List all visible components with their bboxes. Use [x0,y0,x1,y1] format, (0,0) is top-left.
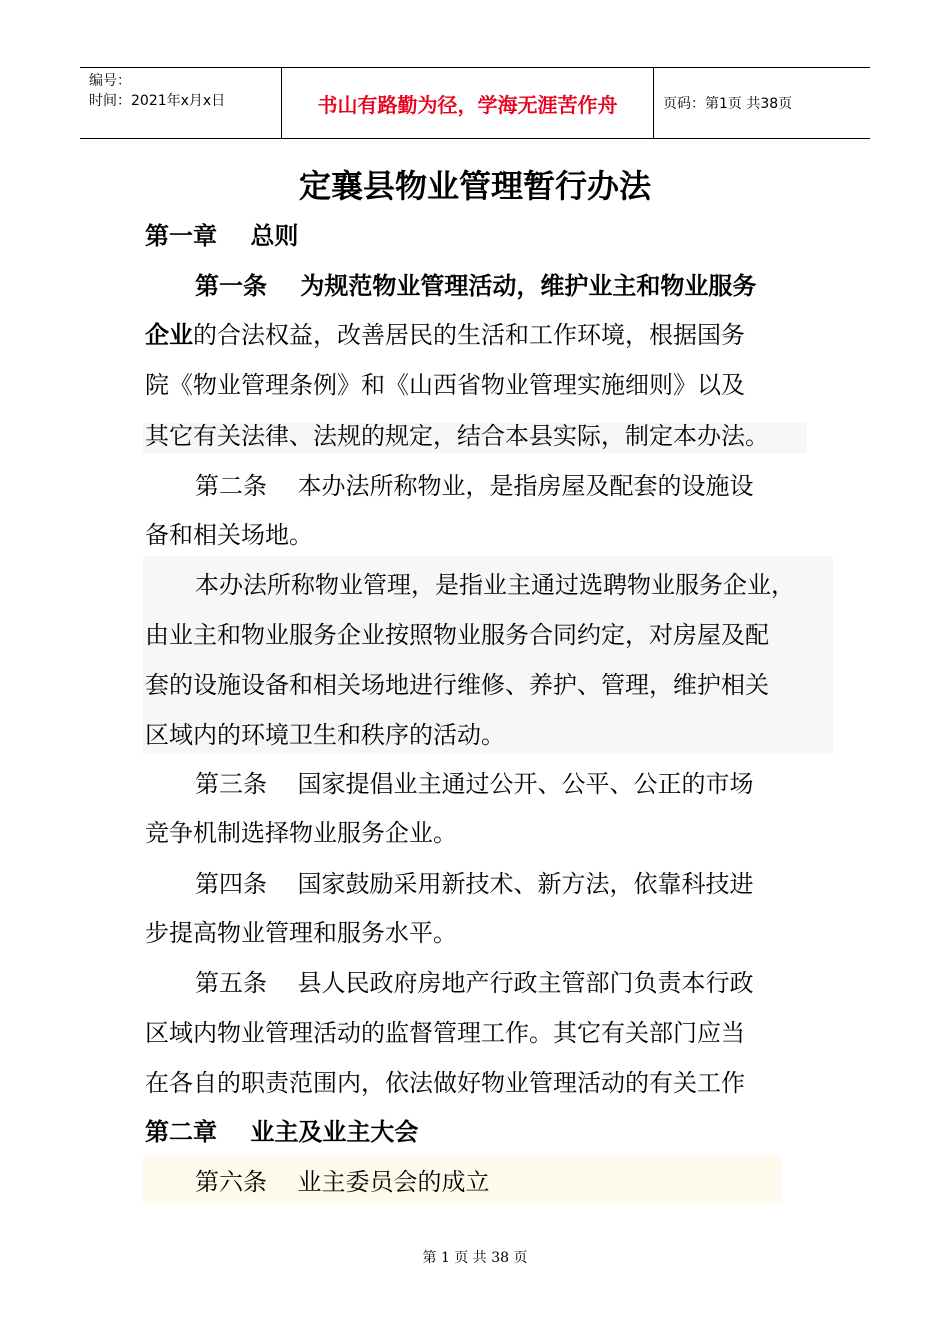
article-line: 区域内的环境卫生和秩序的活动。 [145,721,505,749]
article-line: 步提高物业管理和服务水平。 [145,919,457,947]
article-line: 由业主和物业服务企业按照物业服务合同约定，对房屋及配 [145,621,769,649]
article-line: 在各自的职责范围内，依法做好物业管理活动的有关工作 [145,1069,745,1097]
article-line: 备和相关场地。 [145,521,313,549]
article-line: 第五条 县人民政府房地产行政主管部门负责本行政 [195,969,754,997]
article-line [145,315,745,355]
body-text: 的合法权益，改善居民的生活和工作环境，根据国务 [193,321,745,349]
article-line: 第二条 本办法所称物业，是指房屋及配套的设施设 [195,472,754,500]
article-line: 套的设施设备和相关场地进行维修、养护、管理，维护相关 [145,671,769,699]
number-label: 编号： [89,73,131,89]
article-line: 第四条 国家鼓励采用新技术、新方法，依靠科技进 [195,870,754,898]
page-footer: 第 1 页 共 38 页 [422,1250,528,1266]
document-header [80,67,870,139]
article-line: 第一条 为规范物业管理活动，维护业主和物业服务 [195,271,757,300]
chapter-heading: 第一章 总则 [145,221,299,250]
document-title: 定襄县物业管理暂行办法 [298,167,651,205]
article-line: 竞争机制选择物业服务企业。 [145,819,457,847]
bold-text: 企业 [145,320,193,349]
article-line: 院《物业管理条例》和《山西省物业管理实施细则》以及 [145,371,745,399]
article-line: 第六条 业主委员会的成立 [195,1168,490,1196]
chapter-heading: 第二章 业主及业主大会 [145,1117,419,1146]
header-page-info: 页码：第1页 共38页 [663,96,793,112]
article-line: 其它有关法律、法规的规定，结合本县实际，制定本办法。 [145,422,769,450]
time-label: 时间：2021年x月x日 [89,93,226,109]
article-line: 第三条 国家提倡业主通过公开、公平、公正的市场 [195,770,754,798]
article-line: 本办法所称物业管理，是指业主通过选聘物业服务企业， [195,571,795,599]
header-meta [80,68,282,138]
article-line: 区域内物业管理活动的监督管理工作。其它有关部门应当 [145,1019,745,1047]
header-motto: 书山有路勤为径，学海无涯苦作舟 [282,68,654,138]
